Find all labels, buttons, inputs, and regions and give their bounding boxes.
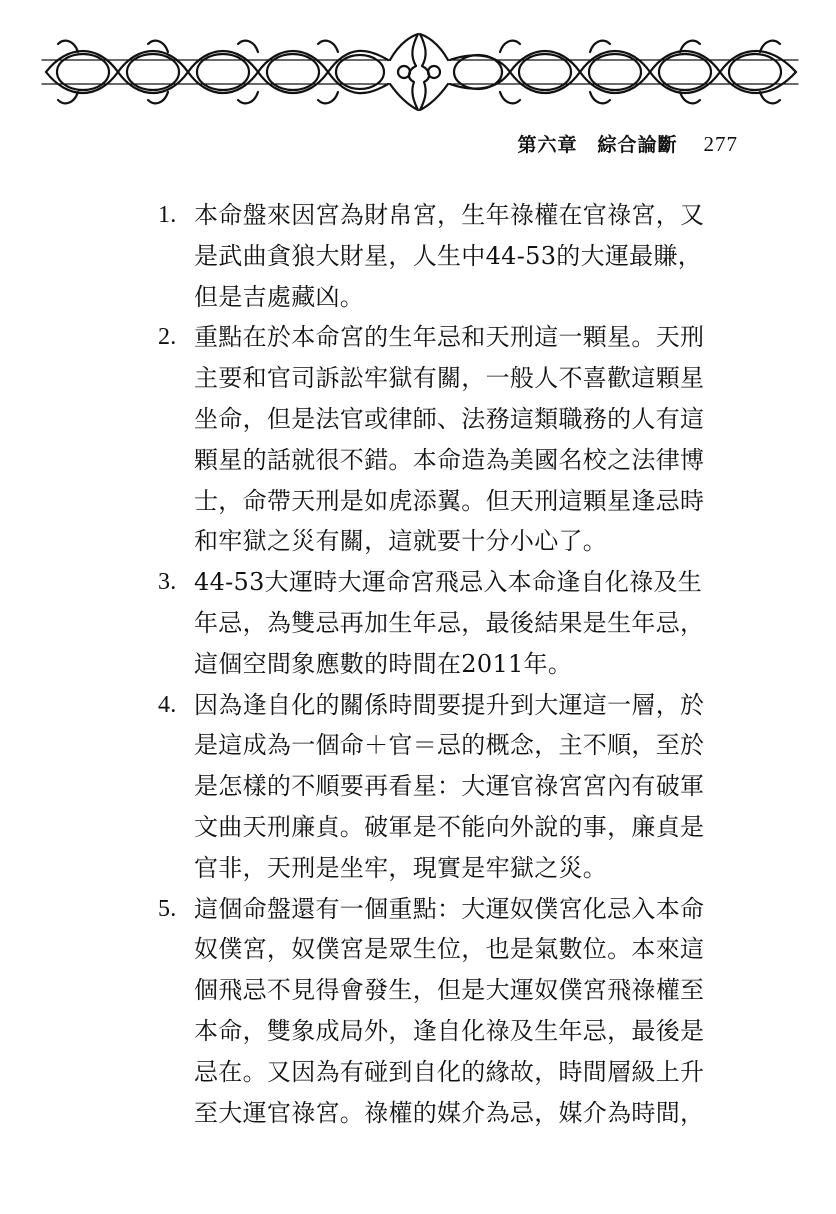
text-line: 坐命，但是法官或律師、法務這類職務的人有這 — [194, 404, 705, 433]
text-line: 44-53大運時大運命宮飛忌入本命逢自化祿及生 — [194, 568, 703, 597]
text-line: 是怎樣的不順要再看星：大運官祿宮宮內有破軍 — [194, 772, 705, 801]
list-item — [158, 685, 758, 889]
item-number: 3. — [158, 569, 177, 596]
text-line: 士，命帶天刑是如虎添翼。但天刑這顆星逢忌時 — [194, 486, 705, 515]
text-line: 是這成為一個命＋官＝忌的概念，主不順，至於 — [194, 731, 705, 760]
text-line: 文曲天刑廉貞。破軍是不能向外說的事，廉貞是 — [194, 812, 705, 841]
item-number: 4. — [158, 691, 177, 718]
list-item — [158, 562, 758, 684]
text-line: 和牢獄之災有關，這就要十分小心了。 — [194, 527, 608, 556]
text-line: 忌在。又因為有碰到自化的緣故，時間層級上升 — [194, 1057, 705, 1086]
text-line: 這個命盤還有一個重點：大運奴僕宮化忌入本命 — [194, 894, 705, 923]
text-line: 因為逢自化的關係時間要提升到大運這一層，於 — [194, 690, 705, 719]
numbered-list — [158, 195, 758, 1133]
item-number: 2. — [158, 324, 177, 351]
text-line: 官非，天刑是坐牢，現實是牢獄之災。 — [194, 853, 608, 882]
chapter-title: 第六章 綜合論斷 — [517, 134, 678, 156]
text-line: 年忌，為雙忌再加生年忌，最後結果是生年忌， — [194, 608, 705, 637]
list-item — [158, 317, 758, 562]
page-number: 277 — [703, 132, 738, 156]
decorative-border-icon — [38, 30, 800, 114]
text-line: 重點在於本命宮的生年忌和天刑這一顆星。天刑 — [194, 323, 705, 352]
text-line: 個飛忌不見得會發生，但是大運奴僕宮飛祿權至 — [194, 976, 705, 1005]
text-line: 本命盤來因宮為財帛宮，生年祿權在官祿宮，又 — [194, 201, 705, 229]
list-item — [158, 195, 758, 317]
item-number: 1. — [158, 202, 177, 228]
text-line: 本命，雙象成局外，逢自化祿及生年忌，最後是 — [194, 1016, 705, 1045]
item-number: 5. — [158, 895, 177, 922]
text-line: 至大運官祿宮。祿權的媒介為忌，媒介為時間， — [194, 1098, 705, 1127]
text-line: 奴僕宮，奴僕宮是眾生位，也是氣數位。本來這 — [194, 935, 705, 964]
text-line: 是武曲貪狼大財星，人生中44-53的大運最賺， — [194, 241, 703, 270]
text-line: 這個空間象應數的時間在2011年。 — [194, 649, 573, 678]
text-line: 但是吉處藏凶。 — [194, 282, 365, 311]
list-item — [158, 889, 758, 1134]
running-header — [517, 130, 738, 157]
text-line: 顆星的話就很不錯。本命造為美國名校之法律博 — [194, 445, 705, 474]
text-line: 主要和官司訴訟牢獄有關，一般人不喜歡這顆星 — [194, 364, 705, 393]
